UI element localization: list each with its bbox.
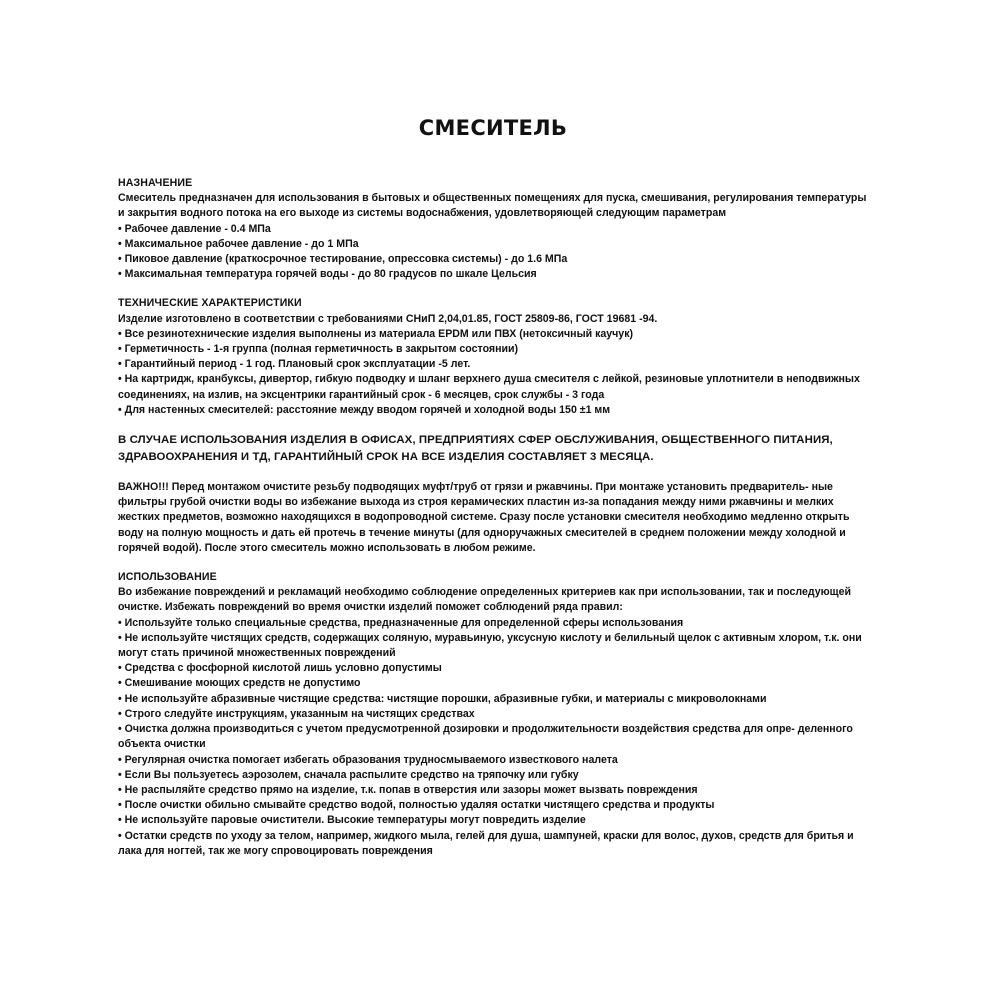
list-item: • Не используйте абразивные чистящие средства: чистящие порошки, абразивные губки, и материалы с микроволокнами <box>118 692 868 707</box>
list-item: • Гарантийный период - 1 год. Плановый срок эксплуатации -5 лет. <box>118 357 868 372</box>
section-heading: ИСПОЛЬЗОВАНИЕ <box>118 571 217 584</box>
list-item: • Максимальная температура горячей воды - до 80 градусов по шкале Цельсия <box>118 267 868 282</box>
installation-warning: ВАЖНО!!! Перед монтажом очистите резьбу подводящих муфт/труб от грязи и ржавчины. При монтаже установить предваритель- ные фильтры грубой очистки воды во избежание выхода из строя керамических пластин из-за попадания между ними ржавчины и мелких жестких предметов, возможно находящихся в водопроводной системе. Сразу после установки смесителя необходимо медленно открыть воду на полную мощность и дать ей протечь в течение минуты (для одноручажных смесителей в среднем положении между холодной и горячей водой). После этого смеситель можно использовать в любом режиме. <box>118 481 850 554</box>
usage-list <box>118 616 868 859</box>
warranty-notice: В СЛУЧАЕ ИСПОЛЬЗОВАНИЯ ИЗДЕЛИЯ В ОФИСАХ, ПРЕДПРИЯТИЯХ СФЕР ОБСЛУЖИВАНИЯ, ОБЩЕСТВЕННОГО ПИТАНИЯ, ЗДРАВООХРАНЕНИЯ И ТД, ГАРАНТИЙНЫЙ СРОК НА ВСЕ ИЗДЕЛИЯ СОСТАВЛЯЕТ 3 МЕСЯЦА. <box>118 434 833 464</box>
list-item: • Максимальное рабочее давление - до 1 МПа <box>118 237 868 252</box>
section-intro: Смеситель предназначен для использования в бытовых и общественных помещениях для пуска, смешивания, регулирования температуры и закрытия водного потока на его выходе из системы водоснабжения, удовлетворяющей следующим параметрам <box>118 192 867 220</box>
list-item: • Все резинотехнические изделия выполнены из материала EPDM или ПВХ (нетоксичный каучук) <box>118 327 868 342</box>
section-intro: Во избежание повреждений и рекламаций необходимо соблюдение определенных критериев как при использовании, так и последующей очистке. Избежать повреждений во время очистки изделий поможет соблюдений ряда правил: <box>118 586 851 614</box>
list-item: • Строго следуйте инструкциям, указанным на чистящих средствах <box>118 707 868 722</box>
list-item: • Средства с фосфорной кислотой лишь условно допустимы <box>118 661 868 676</box>
list-item: • Очистка должна производиться с учетом предусмотренной дозировки и продолжительности воздействия средства для опре- деленного объекта очистки <box>118 722 868 752</box>
specs-section <box>118 296 868 418</box>
document-body <box>118 176 868 873</box>
list-item: • На картридж, кранбуксы, дивертор, гибкую подводку и шланг верхнего душа смесителя с лейкой, резиновые уплотнители в неподвижных соединениях, на излив, на эксцентрики гарантийный срок - 6 месяцев, срок службы - 3 года <box>118 372 868 402</box>
list-item: • Если Вы пользуетесь аэрозолем, сначала распылите средство на тряпочку или губку <box>118 768 868 783</box>
list-item: • Смешивание моющих средств не допустимо <box>118 676 868 691</box>
list-item: • Не используйте паровые очистители. Высокие температуры могут повредить изделие <box>118 813 868 828</box>
specs-list <box>118 327 868 418</box>
purpose-section <box>118 176 868 282</box>
list-item: • Для настенных смесителей: расстояние между вводом горячей и холодной воды 150 ±1 мм <box>118 403 868 418</box>
section-heading: ТЕХНИЧЕСКИЕ ХАРАКТЕРИСТИКИ <box>118 297 302 310</box>
list-item: • Герметичность - 1-я группа (полная герметичность в закрытом состоянии) <box>118 342 868 357</box>
section-intro: Изделие изготовлено в соответствии с требованиями СНиП 2,04,01.85, ГОСТ 25809-86, ГОСТ 19681 -94. <box>118 312 658 325</box>
list-item: • Не используйте чистящих средств, содержащих соляную, муравьиную, уксусную кислоту и белильный щелок с активным хлором, т.к. они могут стать причиной множественных повреждений <box>118 631 868 661</box>
purpose-list <box>118 222 868 283</box>
list-item: • Не распыляйте средство прямо на изделие, т.к. попав в отверстия или зазоры может вызвать повреждения <box>118 783 868 798</box>
page-title: СМЕСИТЕЛЬ <box>418 116 568 140</box>
list-item: • Регулярная очистка помогает избегать образования трудносмываемого известкового налета <box>118 753 868 768</box>
list-item: • Рабочее давление - 0.4 МПа <box>118 222 868 237</box>
list-item: • После очистки обильно смывайте средство водой, полностью удаляя остатки чистящего средства и продукты <box>118 798 868 813</box>
list-item: • Используйте только специальные средства, предназначенные для определенной сферы использования <box>118 616 868 631</box>
list-item: • Остатки средств по уходу за телом, например, жидкого мыла, гелей для душа, шампуней, краски для волос, духов, средств для бритья и лака для ногтей, так же могу спровоцировать повреждения <box>118 829 868 859</box>
section-heading: НАЗНАЧЕНИЕ <box>118 177 193 189</box>
list-item: • Пиковое давление (краткосрочное тестирование, опрессовка системы) - до 1.6 МПа <box>118 252 868 267</box>
usage-section <box>118 570 868 859</box>
